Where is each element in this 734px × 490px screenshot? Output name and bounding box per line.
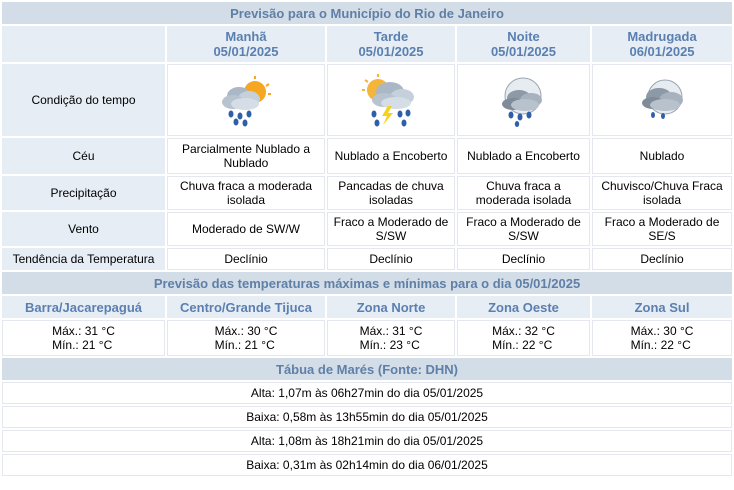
night-cloud-drizzle-icon [631,75,693,125]
ceu-cell: Nublado a Encoberto [457,138,590,174]
row-label-condicao: Condição do tempo [2,64,165,136]
period-date: 05/01/2025 [213,44,279,59]
precipitacao-cell: Pancadas de chuva isoladas [327,176,455,210]
zone-header: Zona Sul [592,296,732,318]
period-name: Madrugada [627,29,697,44]
condition-cell [327,64,455,136]
tendencia-cell: Declínio [592,248,732,270]
period-header-tarde [327,26,455,62]
period-header-noite [457,26,590,62]
condition-cell [592,64,732,136]
zone-temp-cell [2,320,165,356]
row-label-ceu: Céu [2,138,165,174]
tide-row: Alta: 1,08m às 18h21min do dia 05/01/2025 [2,430,732,452]
temp-max: Máx.: 31 °C [359,324,423,338]
row-label-tendencia: Tendência da Temperatura [2,248,165,270]
tendencia-cell: Declínio [167,248,325,270]
temp-max: Máx.: 32 °C [492,324,555,338]
tide-row: Baixa: 0,31m às 02h14min do dia 06/01/2025 [2,454,732,476]
tide-row: Alta: 1,07m às 06h27min do dia 05/01/2025 [2,382,732,404]
temp-max: Máx.: 30 °C [630,324,694,338]
temp-min: Mín.: 23 °C [359,338,420,352]
zone-header: Zona Norte [327,296,455,318]
temps-title: Previsão das temperaturas máximas e mínimas para o dia 05/01/2025 [2,272,732,294]
forecast-title: Previsão para o Município do Rio de Janeiro [2,2,732,24]
period-corner [2,26,165,62]
period-name: Manhã [225,29,267,44]
period-date: 05/01/2025 [490,44,557,59]
period-name: Tarde [373,29,409,44]
period-date: 06/01/2025 [629,44,695,59]
temp-min: Mín.: 22 °C [630,338,691,352]
period-header-manha [167,26,325,62]
zone-temp-cell [457,320,590,356]
temp-max: Máx.: 31 °C [52,324,115,338]
zone-temp-cell [327,320,455,356]
zone-header: Barra/Jacarepaguá [2,296,165,318]
temp-min: Mín.: 21 °C [52,338,113,352]
thunderstorm-sun-icon [360,70,422,130]
row-label-precipitacao: Precipitação [2,176,165,210]
night-cloud-rain-icon [493,72,555,128]
vento-cell: Fraco a Moderado de S/SW [457,212,590,246]
ceu-cell: Nublado a Encoberto [327,138,455,174]
vento-cell: Fraco a Moderado de S/SW [327,212,455,246]
precipitacao-cell: Chuva fraca a moderada isolada [167,176,325,210]
period-header-madrugada [592,26,732,62]
zone-temp-cell [592,320,732,356]
condition-cell [457,64,590,136]
temp-min: Mín.: 22 °C [492,338,553,352]
tides-title: Tábua de Marés (Fonte: DHN) [2,358,732,380]
zone-header: Centro/Grande Tijuca [167,296,325,318]
temp-max: Máx.: 30 °C [214,324,278,338]
period-name: Noite [507,29,540,44]
partly-cloudy-rain-sun-icon [215,72,277,128]
vento-cell: Moderado de SW/W [167,212,325,246]
period-date: 05/01/2025 [358,44,424,59]
tide-row: Baixa: 0,58m às 13h55min do dia 05/01/2025 [2,406,732,428]
zone-temp-cell [167,320,325,356]
zone-header: Zona Oeste [457,296,590,318]
ceu-cell: Parcialmente Nublado a Nublado [167,138,325,174]
precipitacao-cell: Chuvisco/Chuva Fraca isolada [592,176,732,210]
precipitacao-cell: Chuva fraca a moderada isolada [457,176,590,210]
row-label-vento: Vento [2,212,165,246]
ceu-cell: Nublado [592,138,732,174]
condition-cell [167,64,325,136]
tendencia-cell: Declínio [327,248,455,270]
temp-min: Mín.: 21 °C [214,338,275,352]
tendencia-cell: Declínio [457,248,590,270]
vento-cell: Fraco a Moderado de SE/S [592,212,732,246]
